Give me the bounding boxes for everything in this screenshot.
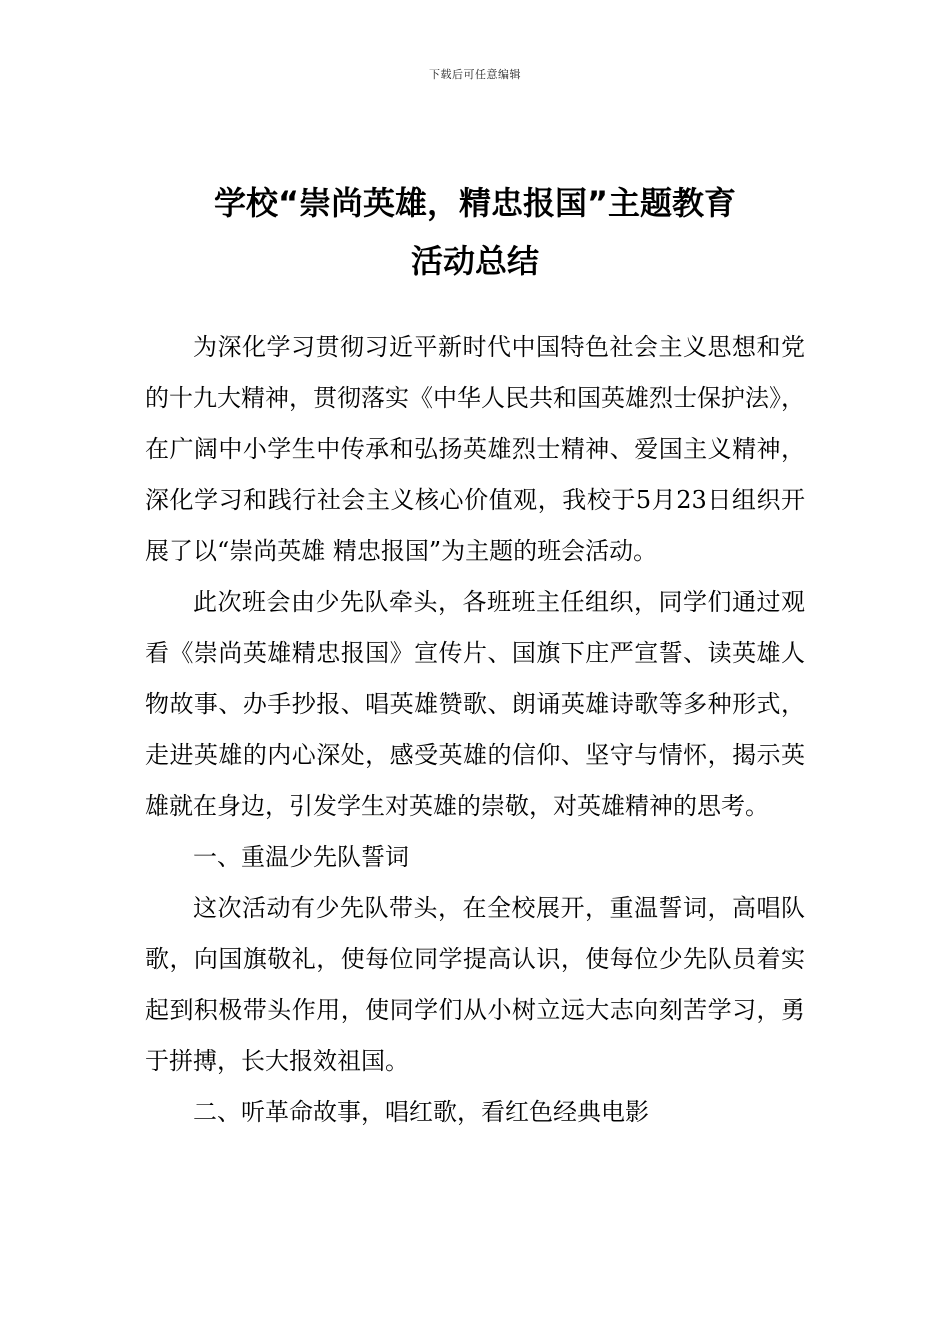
section-heading-2: 二、听革命故事，唱红歌，看红色经典电影 (193, 1098, 649, 1126)
document-body (145, 322, 805, 1138)
page-header-note: 下载后可任意编辑 (429, 68, 521, 81)
paragraph-section-1: 这次活动有少先队带头，在全校展开，重温誓词，高唱队歌，向国旗敬礼，使每位同学提高认识，使每位少先队员着实起到积极带头作用，使同学们从小树立远大志向刻苦学习，勇于拼搏，长大报效祖国。 (145, 894, 805, 1075)
section-heading-1: 一、重温少先队誓词 (193, 843, 409, 871)
document-title-line-1: 学校“崇尚英雄，精忠报国”主题教育 (213, 184, 737, 222)
document-title (140, 174, 810, 290)
paragraph-intro: 为深化学习贯彻习近平新时代中国特色社会主义思想和党的十九大精神，贯彻落实《中华人民共和国英雄烈士保护法》，在广阔中小学生中传承和弘扬英雄烈士精神、爱国主义精神，深化学习和践行社会主义核心价值观，我校于5月23日组织开展了以“崇尚英雄 精忠报国”为主题的班会活动。 (145, 333, 805, 565)
paragraph-class-meeting: 此次班会由少先队牵头，各班班主任组织，同学们通过观看《崇尚英雄精忠报国》宣传片、国旗下庄严宣誓、读英雄人物故事、办手抄报、唱英雄赞歌、朗诵英雄诗歌等多种形式，走进英雄的内心深处，感受英雄的信仰、坚守与情怀，揭示英雄就在身边，引发学生对英雄的崇敬，对英雄精神的思考。 (145, 588, 805, 820)
document-title-line-2: 活动总结 (410, 242, 539, 280)
